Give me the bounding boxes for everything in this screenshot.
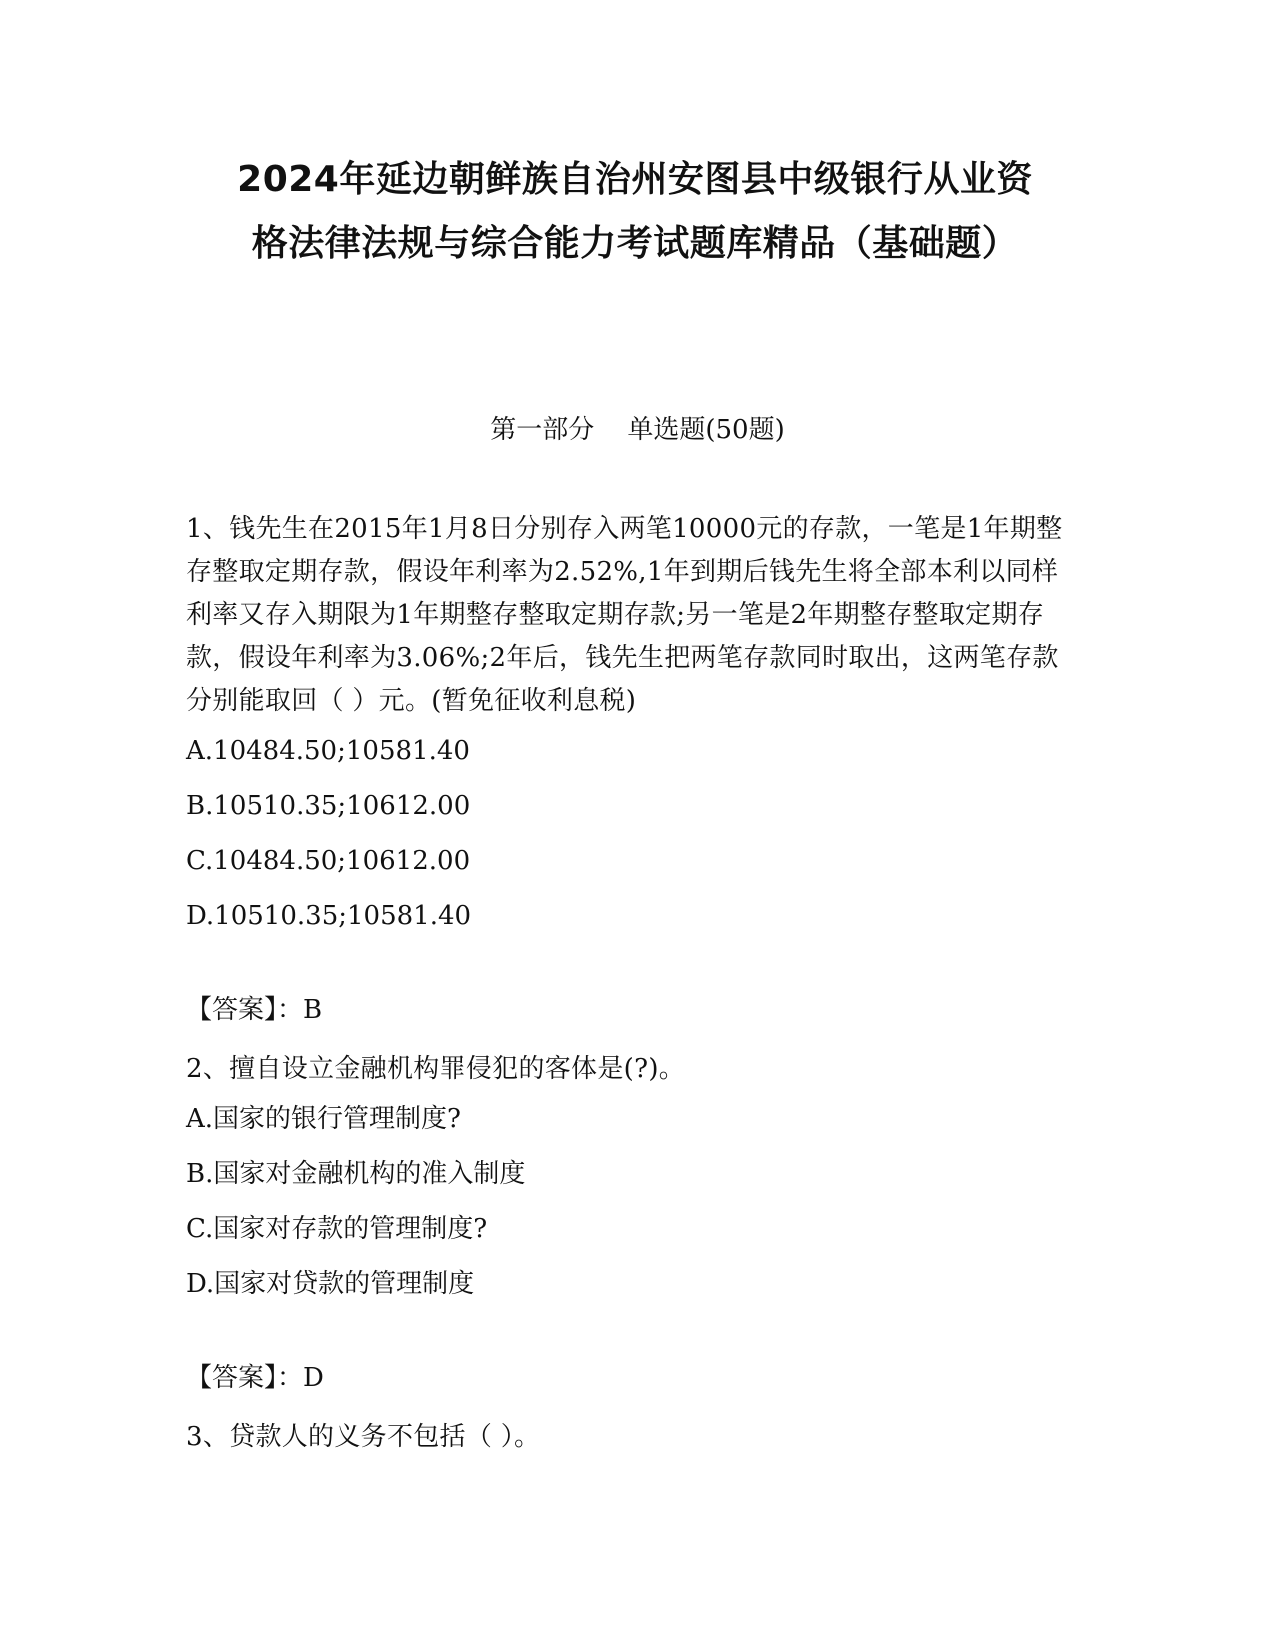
question-2-option-c: C.国家对存款的管理制度? <box>186 1214 488 1244</box>
question-1-option-d: D.10510.35;10581.40 <box>186 901 472 931</box>
question-2-option-d: D.国家对贷款的管理制度 <box>186 1269 475 1299</box>
question-2-options <box>186 1101 1076 1302</box>
document-title <box>185 148 1085 276</box>
question-3-text: 3、贷款人的义务不包括（ ）。 <box>186 1422 541 1452</box>
question-3 <box>186 1416 1076 1459</box>
question-1-text: 1、钱先生在2015年1月8日分别存入两笔10000元的存款，一笔是1年期整存整取定期存款，假设年利率为2.52%,1年到期后钱先生将全部本利以同样利率又存入期限为1年期整存整取定期存款;另一笔是2年期整存整取定期存款，假设年利率为3.06%;2年后，钱先生把两笔存款同时取出，这两笔存款分别能取回（ ）元。(暂免征收利息税) <box>186 514 1063 716</box>
question-list <box>186 508 1076 1459</box>
question-2-option-b: B.国家对金融机构的准入制度 <box>186 1159 526 1189</box>
question-2-text: 2、擅自设立金融机构罪侵犯的客体是(?)。 <box>186 1054 686 1084</box>
question-2-answer: 【答案】：D <box>186 1363 324 1393</box>
question-1-options <box>186 733 1076 934</box>
question-1-option-b: B.10510.35;10612.00 <box>186 791 471 821</box>
question-1-option-a: A.10484.50;10581.40 <box>186 736 470 766</box>
section-heading: 第一部分 单选题(50题) <box>490 415 785 445</box>
document-title-line-1: 2024年延边朝鲜族自治州安图县中级银行从业资 <box>237 159 1033 200</box>
question-1 <box>186 508 1076 1028</box>
question-1-answer: 【答案】：B <box>186 995 323 1025</box>
question-2-option-a: A.国家的银行管理制度? <box>186 1104 461 1134</box>
question-1-option-c: C.10484.50;10612.00 <box>186 846 471 876</box>
document-title-line-2: 格法律法规与综合能力考试题库精品（基础题） <box>251 223 1019 264</box>
question-2 <box>186 1048 1076 1396</box>
